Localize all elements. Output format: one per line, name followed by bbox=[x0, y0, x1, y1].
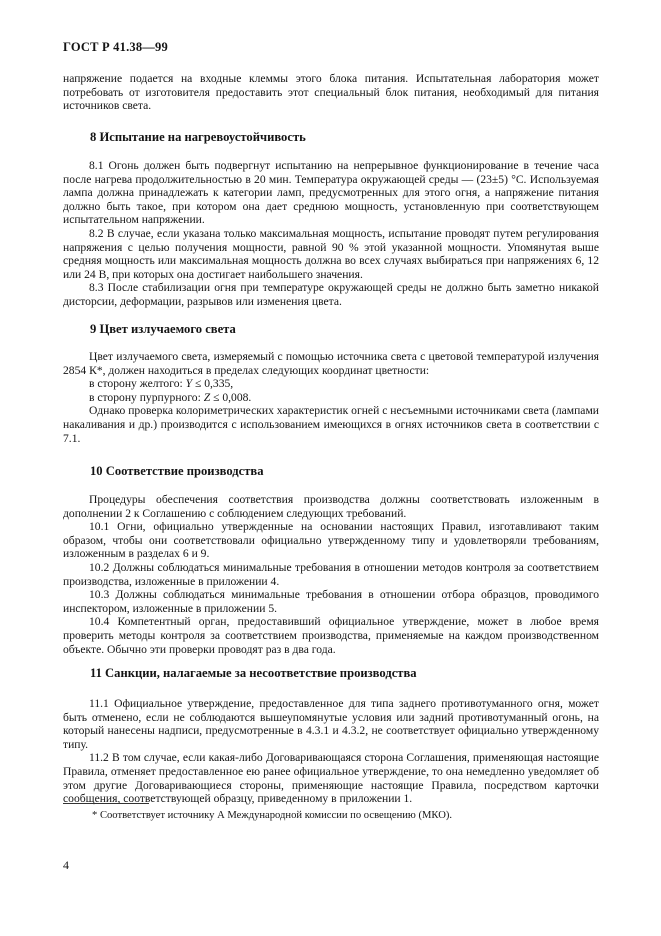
paragraph-10-3: 10.3 Должны соблюдаться минимальные требования в отношении отбора образцов, проводимого инспектором, изложенные в приложении 5. bbox=[63, 588, 599, 615]
section-8-body bbox=[63, 159, 599, 309]
paragraph-8-3: 8.3 После стабилизации огня при температуре окружающей среды не должно быть заметно никакой дисторсии, деформации, разрывов или изменения цвета. bbox=[63, 281, 599, 308]
section-10-heading: 10 Соответствие производства bbox=[90, 464, 264, 478]
paragraph-8-2: 8.2 В случае, если указана только максимальная мощность, испытание проводят путем регулирования напряжения с целью получения мощности, равной 90 % этой указанной мощности. Упомянутая выше средняя мощность или максимальная мощность должна во всех случаях выбираться при напряжениях 6, 12 или 24 В, при которых она достигает наибольшего значения. bbox=[63, 226, 599, 281]
section-10-body bbox=[63, 493, 599, 656]
section-8-heading: 8 Испытание на нагревоустойчивость bbox=[90, 130, 306, 144]
page-number: 4 bbox=[63, 858, 69, 872]
paragraph-11-2: 11.2 В том случае, если какая-либо Договаривающаяся сторона Соглашения, применяющая настоящие Правила, отменяет предоставленное ею ранее официальное утверждение, то она немедленно уведомляет об этом другие Договаривающиеся стороны, применяющие настоящие Правила, посредством карточки сообщения, соответствующей образцу, приведенному в приложении 1. bbox=[63, 751, 599, 806]
intro-text: напряжение подается на входные клеммы этого блока питания. Испытательная лаборатория может потребовать от изготовителя предоставить этот специальный блок питания, необходимый для питания источников света. bbox=[63, 72, 599, 113]
footnote: * Соответствует источнику А Международной комиссии по освещению (МКО). bbox=[92, 810, 453, 821]
footnote-divider bbox=[63, 803, 149, 804]
intro-paragraph bbox=[63, 72, 599, 113]
document-header: ГОСТ Р 41.38—99 bbox=[63, 40, 168, 54]
section-9-heading: 9 Цвет излучаемого света bbox=[90, 322, 236, 336]
section-11-heading: 11 Санкции, налагаемые за несоответствие производства bbox=[90, 666, 417, 680]
section-9-body bbox=[63, 350, 599, 445]
section-11-body bbox=[63, 697, 599, 806]
paragraph-9-note: Однако проверка колориметрических характеристик огней с несъемными источниками света (лампами накаливания и др.) производится с использованием имеющихся в огнях источников света в соответствии с 7.1. bbox=[63, 404, 599, 445]
paragraph-10-intro: Процедуры обеспечения соответствия производства должны соответствовать изложенным в дополнении 2 к Соглашению с соблюдением следующих требований. bbox=[63, 493, 599, 520]
paragraph-10-4: 10.4 Компетентный орган, предоставивший официальное утверждение, может в любое время проверить методы контроля за соответствием производства, применяемые на каждом производственном объекте. Обычно эти проверки проводят раз в два года. bbox=[63, 615, 599, 656]
chromaticity-yellow: в сторону желтого: Y ≤ 0,335, bbox=[89, 377, 234, 391]
var-z: Z bbox=[203, 390, 211, 404]
paragraph-11-1: 11.1 Официальное утверждение, предоставленное для типа заднего противотуманного огня, может быть отменено, если не соблюдаются вышеупомянутые условия или задний противотуманный огонь, на который нанесены надписи, предусмотренные в 4.3.1 и 4.3.2, не соответствует официально утвержденному типу. bbox=[63, 697, 599, 751]
var-y: Y bbox=[185, 377, 193, 391]
chromaticity-purple: в сторону пурпурного: Z ≤ 0,008. bbox=[89, 390, 252, 404]
paragraph-10-1: 10.1 Огни, официально утвержденные на основании настоящих Правил, изготавливают таким образом, чтобы они соответствовали официально утвержденному типу и удовлетворяли требованиям, изложенным в разделах 6 и 9. bbox=[63, 520, 599, 561]
paragraph-9-intro: Цвет излучаемого света, измеряемый с помощью источника света с цветовой температурой излучения 2854 К*, должен находиться в пределах следующих координат цветности: bbox=[63, 350, 599, 377]
paragraph-8-1: 8.1 Огонь должен быть подвергнут испытанию на непрерывное функционирование в течение часа после нагрева продолжительностью в 20 мин. Температура окружающей среды — (23±5) °С. Используемая лампа должна принадлежать к категории ламп, предусмотренных для этого огня, а напряжение питания должно быть такое, при котором она дает среднюю мощность, установленную при соответствующем испытательном напряжении. bbox=[63, 159, 599, 227]
paragraph-10-2: 10.2 Должны соблюдаться минимальные требования в отношении методов контроля за соответствием производства, изложенные в приложении 4. bbox=[63, 560, 599, 588]
